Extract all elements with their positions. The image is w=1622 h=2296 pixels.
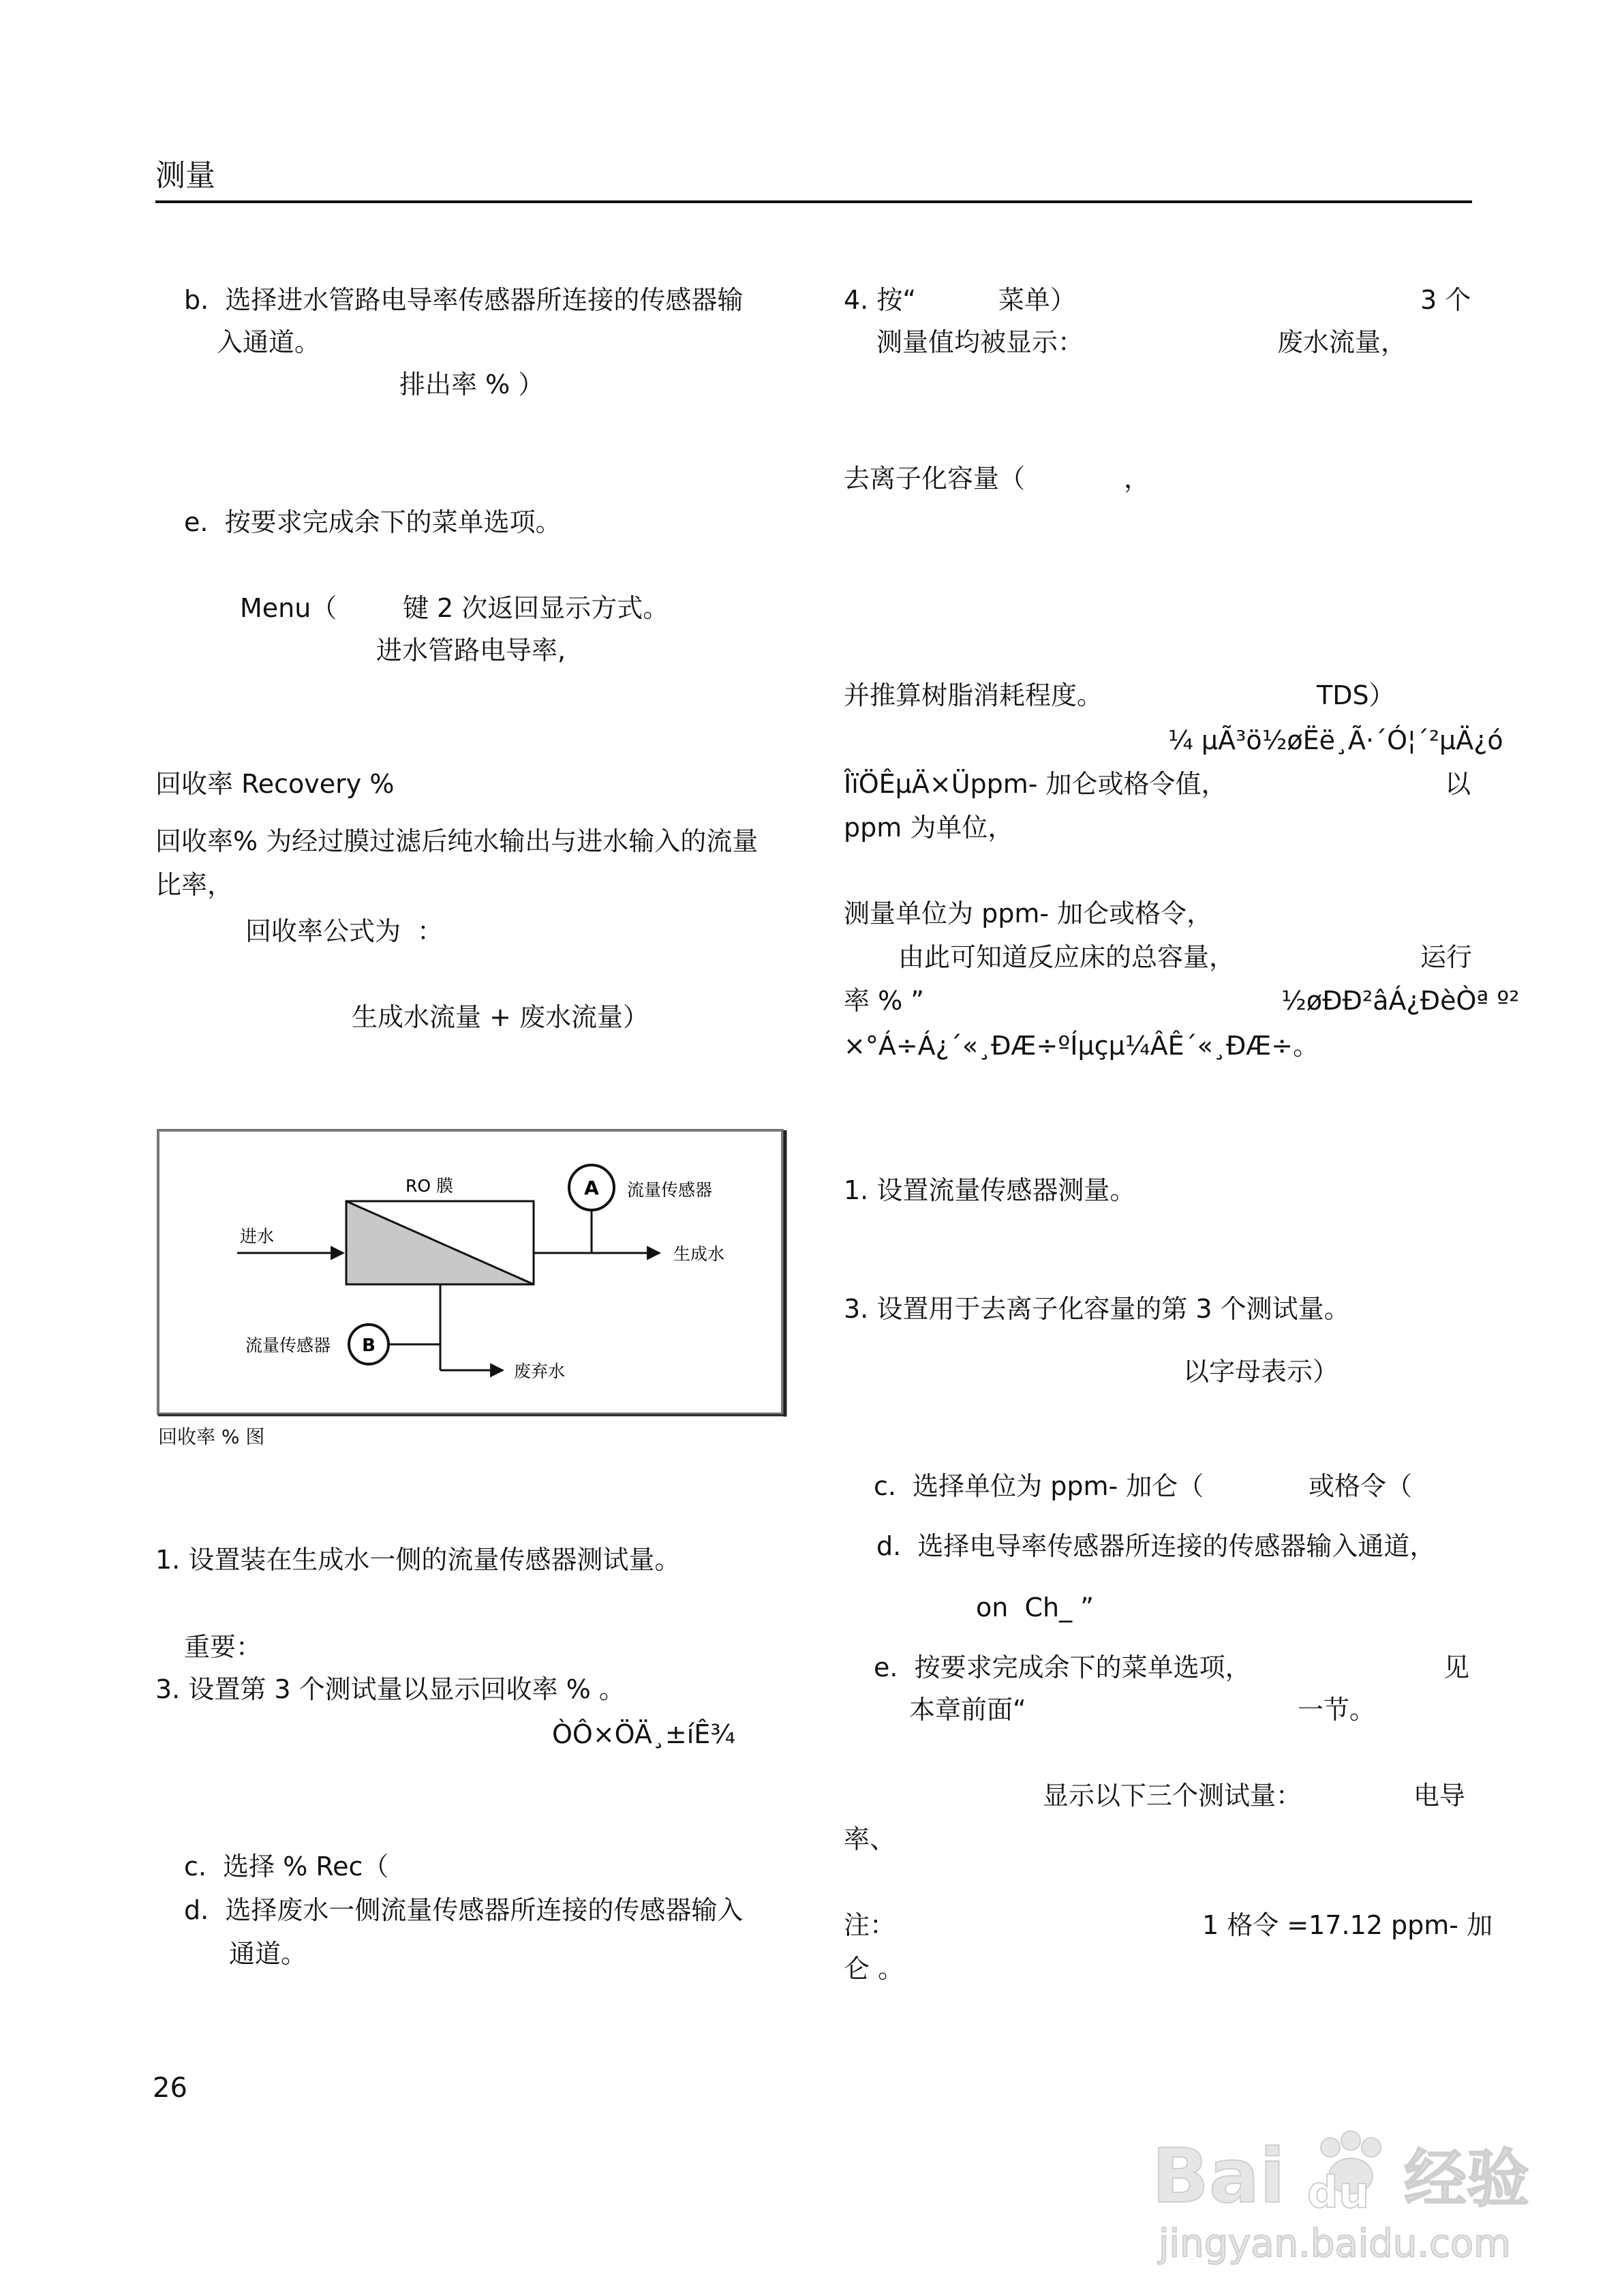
left-line-7: 回收率 Recovery % (155, 769, 395, 799)
right-line-13: 3. 设置用于去离子化容量的第 3 个测试量。 (844, 1294, 1350, 1324)
right-line-10b: ½øÐÐ²âÁ¿ÐèÒª º² (1281, 986, 1520, 1016)
left-line-18: 通道。 (229, 1939, 307, 1969)
right-line-10a: 率 % ” (844, 986, 924, 1016)
right-line-15b: 或格令（ (1309, 1471, 1413, 1501)
page-header-title: 测量 (155, 158, 215, 193)
diagram-caption: 回收率 % 图 (158, 1425, 265, 1448)
right-line-6b: 以 (1445, 769, 1471, 799)
left-line-16: c. 选择 % Rec（ (184, 1852, 389, 1882)
left-line-15: ÒÔ×ÖÄ¸±íÊ¾ (552, 1719, 736, 1749)
right-line-20b: 电导 (1413, 1781, 1466, 1811)
left-line-6: 进水管路电导率, (376, 635, 566, 665)
right-line-14: 以字母表示） (1183, 1357, 1339, 1387)
left-line-13: 重要： (184, 1632, 262, 1662)
right-line-9b: 运行 (1420, 942, 1473, 972)
right-line-5: ¼ µÃ³ö½øËë¸Ã·´Ó¦´²µÄ¿ó (1168, 725, 1503, 755)
right-line-21: 率、 (844, 1824, 896, 1854)
right-line-4b: TDS） (1317, 680, 1395, 710)
left-line-11: 生成水流量 + 废水流量） (352, 1002, 649, 1032)
left-line-12: 1. 设置装在生成水一侧的流量传感器测试量。 (155, 1545, 681, 1575)
left-line-4: e. 按要求完成余下的菜单选项。 (184, 507, 562, 537)
sensor-a-label: 流量传感器 (627, 1180, 713, 1200)
membrane-label: RO 膜 (406, 1176, 453, 1196)
left-line-2: 入通道。 (217, 327, 321, 357)
right-line-1a: 4. 按“ 菜单） (844, 285, 1076, 315)
right-line-15a: c. 选择单位为 ppm- 加仑（ (874, 1471, 1204, 1501)
header-rule (155, 200, 1472, 203)
left-line-10: 回收率公式为 ： (245, 916, 444, 946)
right-line-12: 1. 设置流量传感器测量。 (844, 1175, 1136, 1205)
left-line-5: Menu（ 键 2 次返回显示方式。 (240, 593, 669, 623)
right-line-20a: 显示以下三个测试量： (1043, 1781, 1302, 1811)
right-line-2a: 测量值均被显示： (876, 327, 1084, 357)
inlet-label: 进水 (240, 1226, 275, 1246)
right-line-22a: 注： (844, 1910, 896, 1940)
left-line-9: 比率， (155, 870, 234, 900)
right-line-19a: 本章前面“ (909, 1695, 1026, 1725)
waste-label: 废弃水 (514, 1361, 566, 1381)
watermark-url: jingyan.baidu.com (1159, 2222, 1511, 2266)
right-line-23: 仑 。 (844, 1954, 904, 1984)
sensor-b-label: 流量传感器 (245, 1335, 331, 1355)
right-line-4a: 并推算树脂消耗程度。 (844, 680, 1103, 710)
watermark-cn: 经验 (1404, 2143, 1530, 2216)
product-label: 生成水 (673, 1244, 725, 1264)
left-line-8: 回收率% 为经过膜过滤后纯水输出与进水输入的流量 (155, 826, 759, 856)
right-line-9a: 由此可知道反应床的总容量， (898, 942, 1236, 972)
right-line-22b: 1 格令 =17.12 ppm- 加 (1202, 1910, 1493, 1940)
watermark-brand: Bai (1152, 2132, 1285, 2220)
right-line-7: ppm 为单位， (844, 813, 1014, 843)
baidu-watermark-logo (1152, 2120, 1533, 2284)
sensor-a-letter: A (584, 1177, 599, 1199)
left-line-1: b. 选择进水管路电导率传感器所连接的传感器输 (184, 285, 744, 315)
left-line-17: d. 选择废水一侧流量传感器所连接的传感器输入 (184, 1895, 744, 1925)
right-line-1b: 3 个 (1420, 285, 1471, 315)
right-line-18a: e. 按要求完成余下的菜单选项， (874, 1652, 1251, 1682)
right-line-8: 测量单位为 ppm- 加仑或格令， (844, 898, 1213, 928)
left-line-3: 排出率 % ） (399, 369, 545, 399)
right-line-3: 去离子化容量（ ， (844, 464, 1150, 494)
recovery-diagram (155, 1128, 789, 1421)
right-line-19b: 一节。 (1298, 1695, 1376, 1725)
page-number: 26 (153, 2072, 187, 2104)
right-line-2b: 废水流量， (1277, 327, 1407, 357)
right-line-17: on Ch_ ” (976, 1592, 1094, 1622)
sensor-b-letter: B (362, 1335, 376, 1356)
left-line-14: 3. 设置第 3 个测试量以显示回收率 % 。 (155, 1674, 625, 1704)
right-line-11: ×°Á÷Á¿´«¸ÐÆ÷ºÍµçµ¼ÂÊ´«¸ÐÆ÷。 (844, 1031, 1319, 1061)
watermark-brand-2: du (1307, 2168, 1370, 2218)
right-line-18b: 见 (1443, 1652, 1470, 1682)
right-line-6a: ÎïÖÊµÄ×Üppm- 加仑或格令值， (844, 769, 1227, 799)
right-line-16: d. 选择电导率传感器所连接的传感器输入通道， (876, 1531, 1436, 1561)
